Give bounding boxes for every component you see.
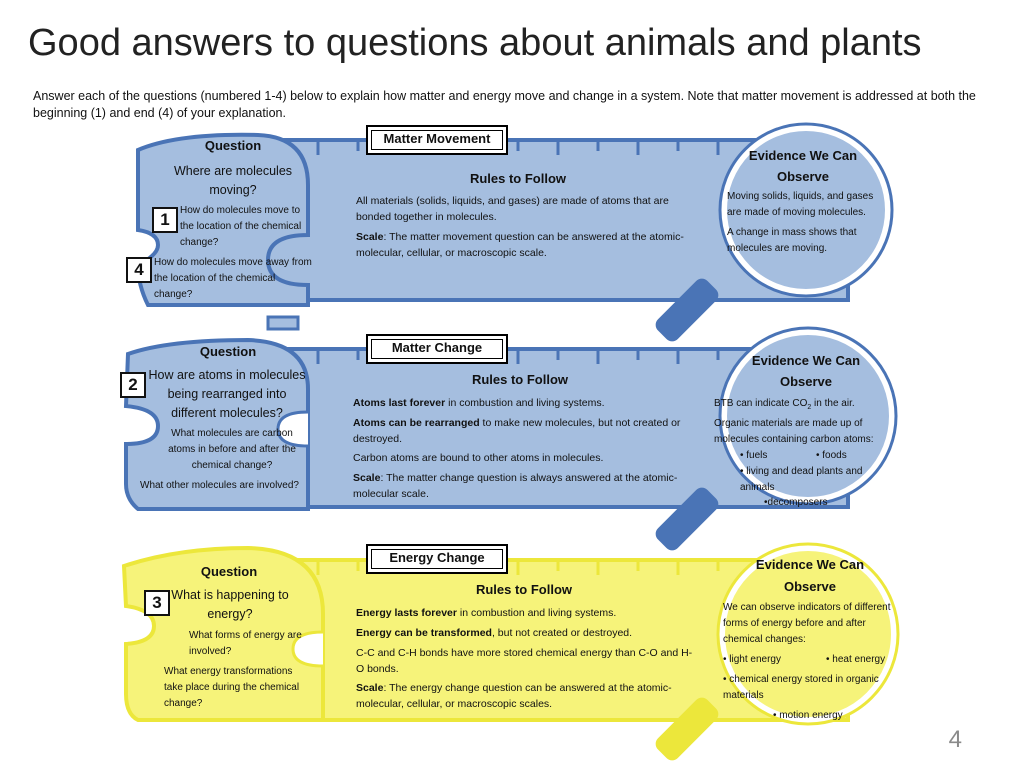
rule-item: C-C and C-H bonds have more stored chemical energy than C-O and H-O bonds.	[356, 647, 693, 675]
intro-text: Answer each of the questions (numbered 1-4) below to explain how matter and energy move and change in a system. Note that matter movement is addressed at both the beginning (1) and end (4) of your explanation.	[33, 89, 976, 120]
rule-item: Scale: The energy change question can be answered at the atomic-molecular, cellular, or macroscopic scales.	[356, 682, 672, 710]
evidence-bullet: • heat energy	[826, 654, 886, 665]
matter-change-row	[118, 334, 898, 534]
question-heading: Question	[199, 344, 257, 359]
question-main: How are atoms in molecules being rearranged into different molecules?	[148, 368, 306, 420]
section-label: Matter Change	[366, 334, 508, 364]
page-title: Good answers to questions about animals and plants	[28, 22, 922, 64]
number-3-badge: 3	[144, 590, 170, 616]
rule-item: Scale: The matter change question is always answered at the atomic-molecular scale.	[353, 472, 678, 500]
energy-change-row	[118, 544, 898, 744]
evidence-lead: Organic materials are made up of molecules containing carbon atoms:	[714, 418, 874, 445]
question-heading: Question	[200, 564, 258, 579]
rule-item: Scale: The matter movement question can be answered at the atomic-molecular, cellular, or macroscopic scale.	[356, 231, 684, 259]
rules-heading: Rules to Follow	[471, 372, 569, 387]
number-2-badge: 2	[120, 372, 146, 398]
evidence-bullet: • light energy	[723, 654, 781, 665]
rule-item: Energy can be transformed, but not created or destroyed.	[356, 627, 633, 639]
question-sub-2: How do molecules move away from the location of the chemical change?	[154, 257, 312, 300]
question-sub-1: How do molecules move to the location of the chemical change?	[180, 205, 302, 248]
question-heading: Question	[204, 138, 262, 153]
page-number: 4	[948, 726, 962, 753]
evidence-item: Moving solids, liquids, and gases are made of moving molecules.	[727, 191, 874, 218]
number-4-badge: 4	[126, 257, 152, 283]
question-sub-1: What molecules are carbon atoms in before and after the chemical change?	[168, 428, 296, 471]
evidence-item: A change in mass shows that molecules are moving.	[727, 227, 857, 254]
question-sub-2: What other molecules are involved?	[140, 480, 299, 491]
question-main: What is happening to energy?	[171, 588, 289, 621]
section-label: Energy Change	[366, 544, 508, 574]
rule-item: All materials (solids, liquids, and gases) are made of atoms that are bonded together in molecules.	[356, 195, 669, 223]
question-sub-1: What forms of energy are involved?	[189, 630, 302, 657]
rule-item: Atoms can be rearranged to make new molecules, but not created or destroyed.	[353, 417, 681, 445]
question-main: Where are molecules moving?	[173, 164, 293, 197]
rules-heading: Rules to Follow	[469, 171, 567, 186]
evidence-heading: Evidence We Can Observe	[751, 353, 861, 389]
evidence-bullet: • motion energy	[773, 710, 843, 721]
evidence-lead: We can observe indicators of different forms of energy before and after chemical changes:	[723, 602, 891, 645]
evidence-btb: BTB can indicate $CO_2$ in the air.	[714, 398, 855, 411]
evidence-bullet: •decomposers	[764, 497, 828, 508]
question-sub-2: What energy transformations take place during the chemical change?	[164, 666, 300, 709]
evidence-heading: Evidence We Can Observe	[748, 148, 858, 184]
section-label: Matter Movement	[366, 125, 508, 155]
evidence-heading: Evidence We Can Observe	[755, 557, 865, 594]
rule-item: Atoms last forever in combustion and living systems.	[353, 397, 605, 409]
rules-heading: Rules to Follow	[475, 582, 573, 597]
evidence-bullet: • living and dead plants and animals	[740, 466, 863, 493]
rule-item: Energy lasts forever in combustion and living systems.	[356, 607, 617, 619]
matter-movement-row	[118, 125, 898, 325]
number-1-badge: 1	[152, 207, 178, 233]
evidence-bullet: • chemical energy stored in organic materials	[723, 674, 879, 701]
evidence-bullet: • foods	[816, 450, 847, 461]
evidence-bullet: • fuels	[740, 450, 768, 461]
rule-item: Carbon atoms are bound to other atoms in molecules.	[353, 452, 604, 464]
